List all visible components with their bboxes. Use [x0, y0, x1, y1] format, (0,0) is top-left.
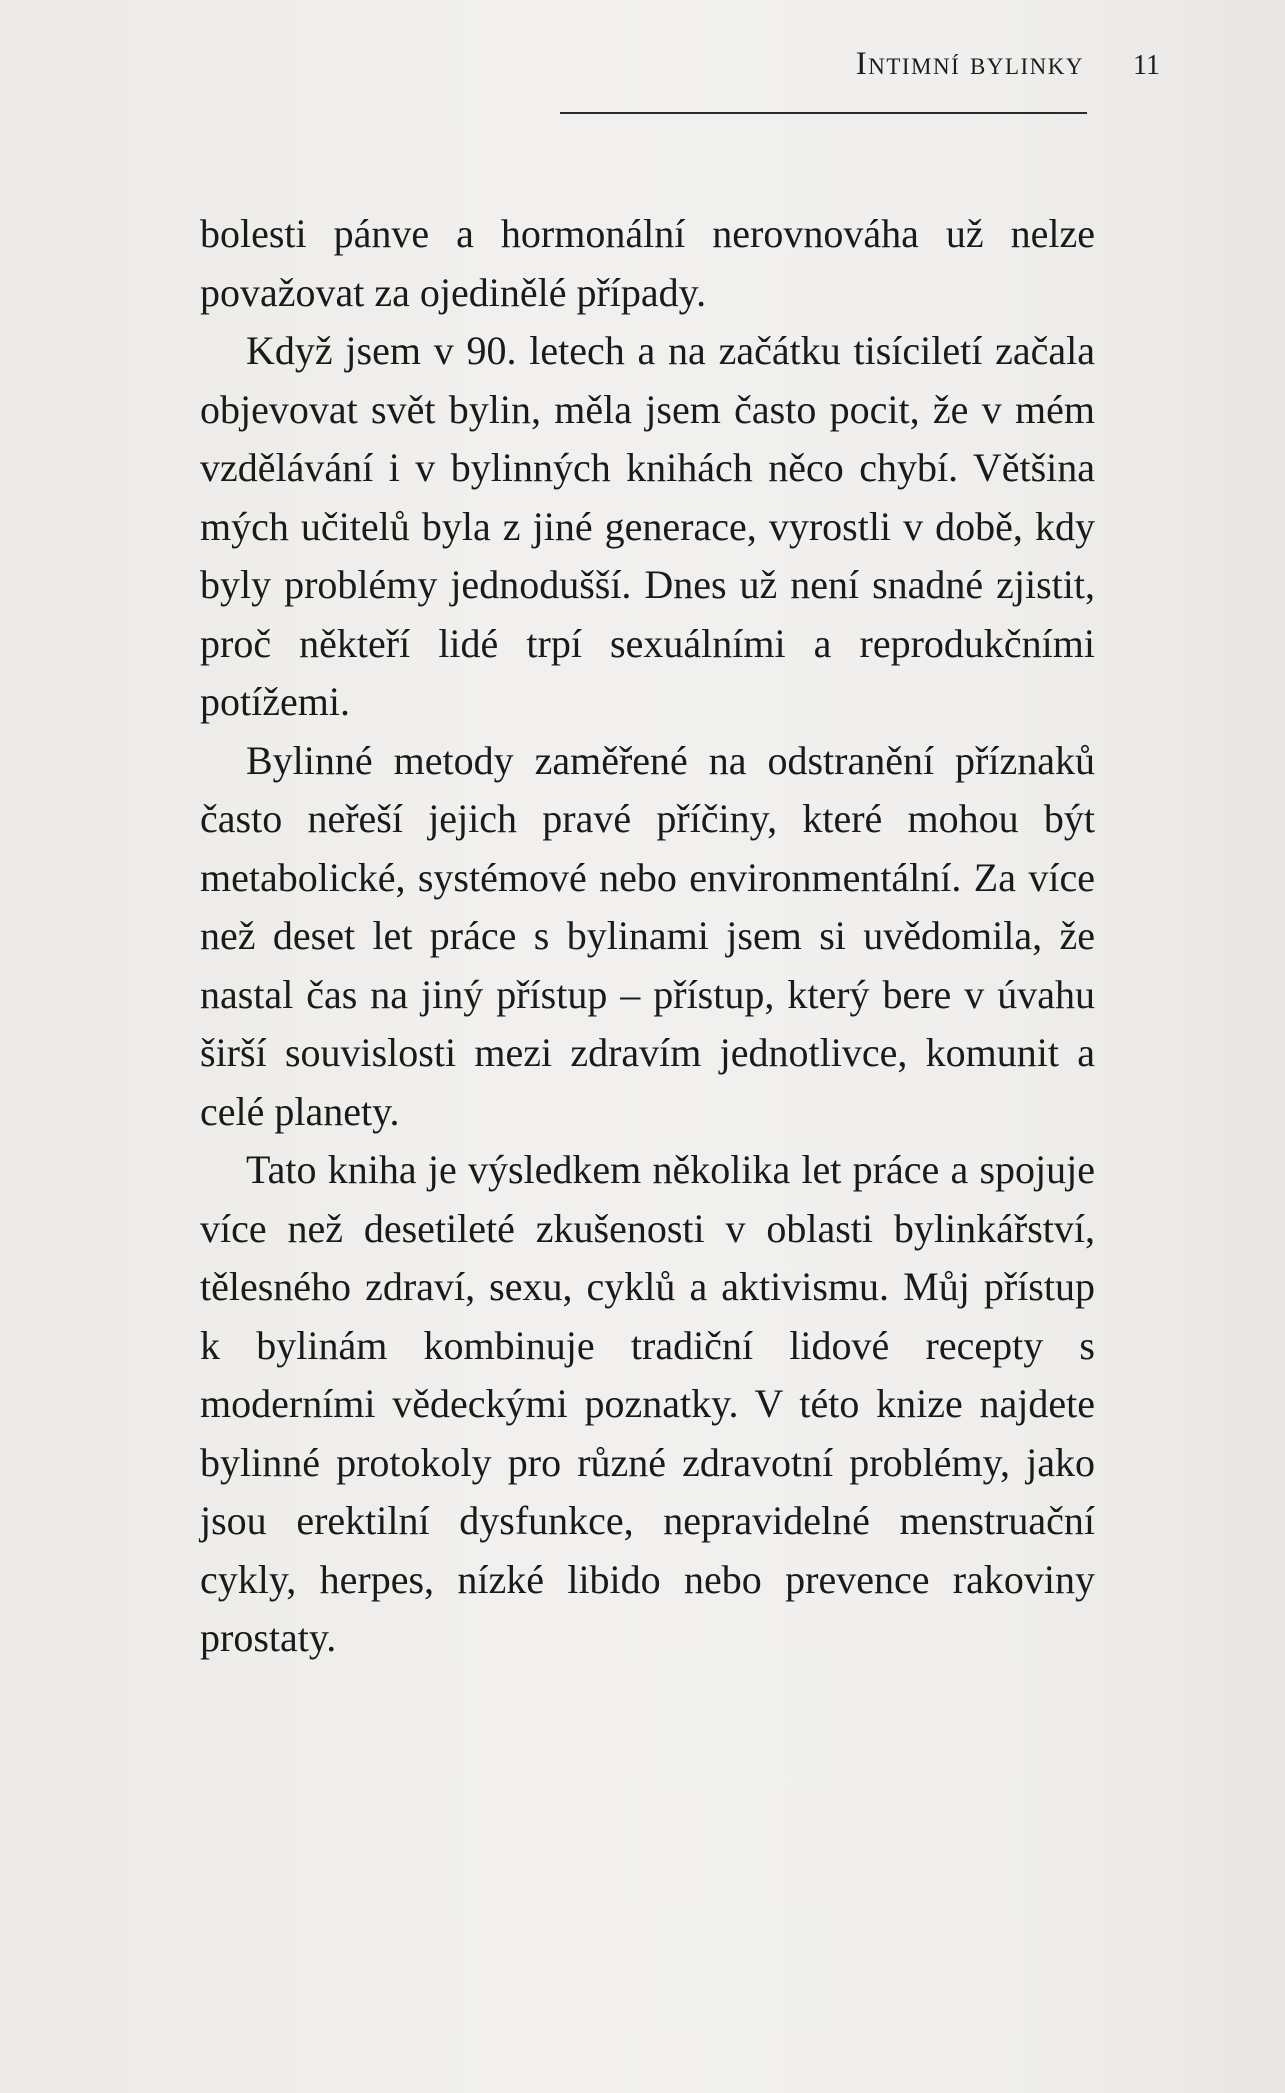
- running-title: Intimní bylinky: [855, 46, 1084, 82]
- paragraph: Bylinné metody zaměřené na odstranění příznaků často neřeší jejich pravé příčiny, které mohou být metabolické, systémové nebo environmentální. Za více než deset let práce s bylinami jsem si uvědomila, že nastal čas na jiný přístup – přístup, který bere v úvahu širší souvislosti mezi zdravím jednotlivce, komunit a celé planety.: [200, 737, 1095, 1134]
- paragraph-continued: bolesti pánve a hormonální nerovnováha už nelze považovat za ojedinělé případy.: [200, 211, 1095, 315]
- header-rule: [560, 112, 1087, 114]
- paragraph: Tato kniha je výsledkem několika let práce a spojuje více než desetileté zkušenosti v oblasti bylinkářství, tělesného zdraví, sexu, cyklů a aktivismu. Můj přístup k bylinám kombinuje tradiční lidové recepty s moderními vědeckými poznatky. V této knize najdete bylinné protokoly pro různé zdravotní problémy, jako jsou erektilní dysfunkce, nepravidelné menstruační cykly, herpes, nízké libido nebo prevence rakoviny prostaty.: [200, 1147, 1095, 1660]
- running-head: [560, 46, 1160, 90]
- body-text: [200, 205, 1095, 1668]
- page-number: 11: [1133, 50, 1160, 81]
- paragraph: Když jsem v 90. letech a na začátku tisíciletí začala objevovat svět bylin, měla jsem často pocit, že v mém vzdělávání i v bylinných knihách něco chybí. Většina mých učitelů byla z jiné generace, vyrostli v době, kdy byly problémy jednodušší. Dnes už není snadné zjistit, proč někteří lidé trpí sexuálními a reprodukčními potížemi.: [200, 328, 1095, 724]
